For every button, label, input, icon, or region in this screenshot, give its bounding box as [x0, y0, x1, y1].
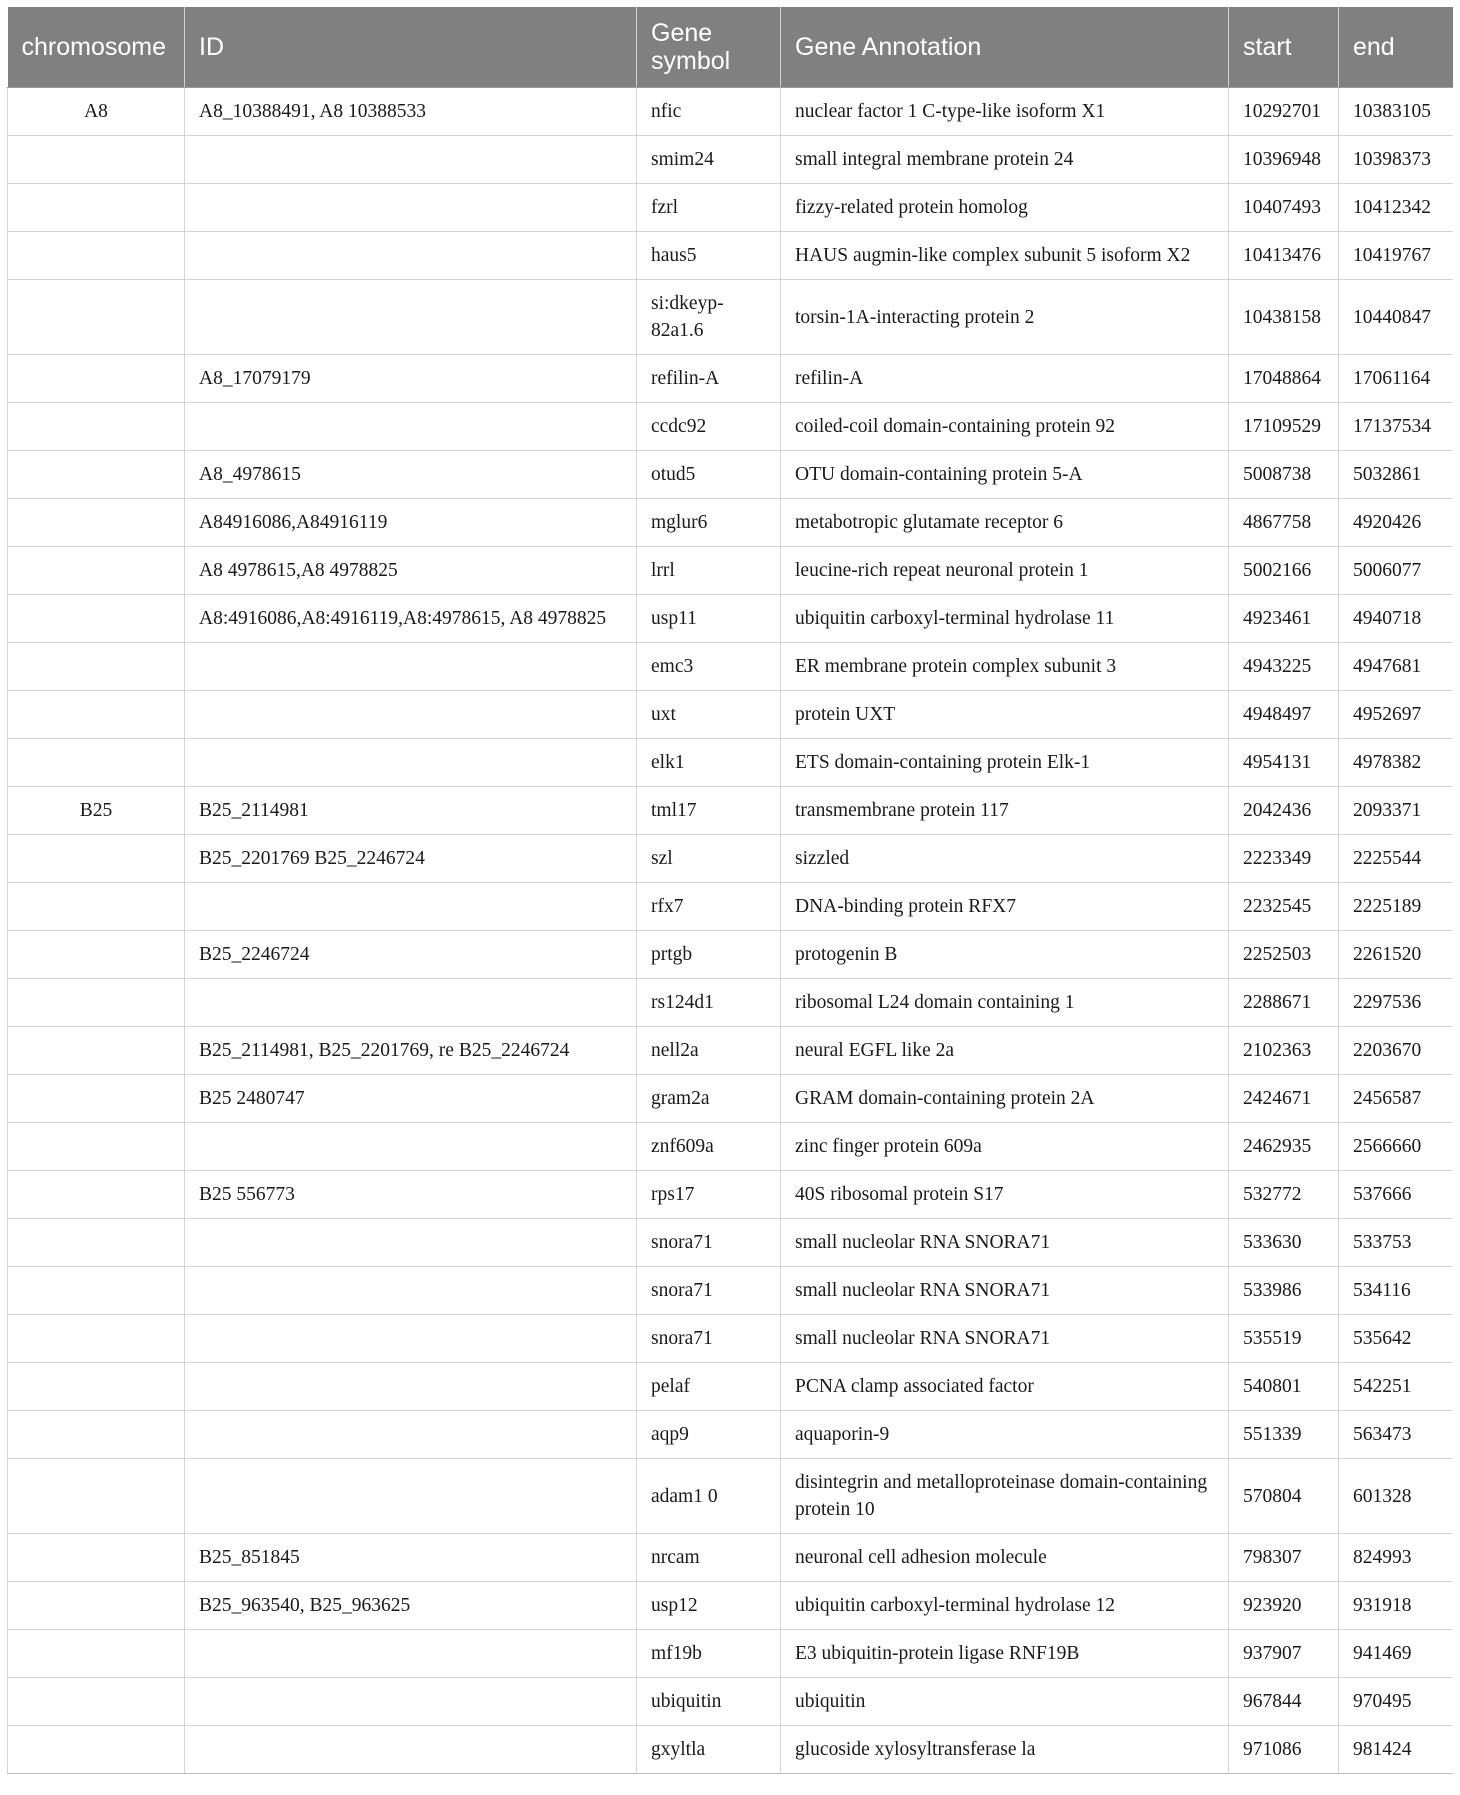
table-row	[8, 595, 1453, 643]
cell-id: A8_4978615	[185, 451, 637, 499]
cell-chromosome	[8, 643, 185, 691]
table-row	[8, 931, 1453, 979]
header-chromosome[interactable]: chromosome	[8, 7, 185, 88]
cell-gene-annotation: metabotropic glutamate receptor 6	[781, 499, 1229, 547]
cell-gene-annotation: neuronal cell adhesion molecule	[781, 1534, 1229, 1582]
cell-chromosome	[8, 136, 185, 184]
cell-end: 2203670	[1339, 1027, 1453, 1075]
cell-chromosome	[8, 499, 185, 547]
table-row	[8, 787, 1453, 835]
cell-gene-symbol: snora71	[637, 1315, 781, 1363]
table-row	[8, 184, 1453, 232]
cell-start: 532772	[1229, 1171, 1339, 1219]
cell-id	[185, 403, 637, 451]
cell-gene-symbol: uxt	[637, 691, 781, 739]
cell-end: 970495	[1339, 1678, 1453, 1726]
cell-chromosome	[8, 931, 185, 979]
cell-gene-symbol: usp12	[637, 1582, 781, 1630]
cell-id: B25_963540, B25_963625	[185, 1582, 637, 1630]
table-row	[8, 1678, 1453, 1726]
gene-table	[7, 7, 1453, 1774]
cell-gene-annotation: protein UXT	[781, 691, 1229, 739]
cell-gene-symbol: lrrl	[637, 547, 781, 595]
cell-start: 10413476	[1229, 232, 1339, 280]
cell-gene-symbol: rs124d1	[637, 979, 781, 1027]
table-body	[8, 88, 1453, 1774]
cell-chromosome	[8, 1267, 185, 1315]
cell-gene-annotation: nuclear factor 1 C-type-like isoform X1	[781, 88, 1229, 136]
cell-gene-symbol: refilin-A	[637, 355, 781, 403]
cell-end: 2261520	[1339, 931, 1453, 979]
cell-start: 10407493	[1229, 184, 1339, 232]
cell-gene-symbol: rfx7	[637, 883, 781, 931]
cell-chromosome	[8, 1630, 185, 1678]
cell-gene-annotation: leucine-rich repeat neuronal protein 1	[781, 547, 1229, 595]
cell-end: 2297536	[1339, 979, 1453, 1027]
cell-start: 4948497	[1229, 691, 1339, 739]
cell-start: 10292701	[1229, 88, 1339, 136]
cell-end: 2093371	[1339, 787, 1453, 835]
gene-table-container	[7, 7, 1452, 1774]
cell-end: 941469	[1339, 1630, 1453, 1678]
cell-end: 4952697	[1339, 691, 1453, 739]
cell-gene-symbol: emc3	[637, 643, 781, 691]
cell-gene-symbol: gram2a	[637, 1075, 781, 1123]
cell-end: 2566660	[1339, 1123, 1453, 1171]
cell-chromosome	[8, 1678, 185, 1726]
header-gene-symbol[interactable]: Gene symbol	[637, 7, 781, 88]
cell-end: 534116	[1339, 1267, 1453, 1315]
cell-gene-symbol: mf19b	[637, 1630, 781, 1678]
cell-gene-symbol: rps17	[637, 1171, 781, 1219]
cell-start: 10438158	[1229, 280, 1339, 355]
cell-gene-annotation: DNA-binding protein RFX7	[781, 883, 1229, 931]
cell-end: 10398373	[1339, 136, 1453, 184]
cell-end: 4920426	[1339, 499, 1453, 547]
cell-chromosome	[8, 403, 185, 451]
cell-id	[185, 979, 637, 1027]
cell-gene-symbol: gxyltla	[637, 1726, 781, 1774]
table-row	[8, 1123, 1453, 1171]
cell-end: 4947681	[1339, 643, 1453, 691]
cell-chromosome	[8, 1363, 185, 1411]
header-end[interactable]: end	[1339, 7, 1453, 88]
cell-chromosome	[8, 979, 185, 1027]
cell-gene-symbol: adam1 0	[637, 1459, 781, 1534]
cell-id	[185, 184, 637, 232]
cell-gene-annotation: zinc finger protein 609a	[781, 1123, 1229, 1171]
cell-gene-symbol: snora71	[637, 1267, 781, 1315]
cell-start: 4923461	[1229, 595, 1339, 643]
cell-start: 937907	[1229, 1630, 1339, 1678]
table-row	[8, 1534, 1453, 1582]
cell-id: A8_17079179	[185, 355, 637, 403]
cell-chromosome: B25	[8, 787, 185, 835]
cell-id: B25_2114981, B25_2201769, re B25_2246724	[185, 1027, 637, 1075]
cell-gene-annotation: small nucleolar RNA SNORA71	[781, 1219, 1229, 1267]
table-row	[8, 691, 1453, 739]
cell-id	[185, 1630, 637, 1678]
cell-end: 824993	[1339, 1534, 1453, 1582]
table-row	[8, 403, 1453, 451]
cell-gene-symbol: usp11	[637, 595, 781, 643]
cell-chromosome	[8, 355, 185, 403]
cell-gene-annotation: ribosomal L24 domain containing 1	[781, 979, 1229, 1027]
cell-chromosome	[8, 1315, 185, 1363]
cell-gene-annotation: ubiquitin carboxyl-terminal hydrolase 12	[781, 1582, 1229, 1630]
cell-gene-annotation: transmembrane protein 117	[781, 787, 1229, 835]
cell-gene-annotation: glucoside xylosyltransferase la	[781, 1726, 1229, 1774]
cell-id: B25_851845	[185, 1534, 637, 1582]
cell-chromosome	[8, 835, 185, 883]
cell-end: 563473	[1339, 1411, 1453, 1459]
cell-end: 542251	[1339, 1363, 1453, 1411]
cell-end: 537666	[1339, 1171, 1453, 1219]
table-row	[8, 451, 1453, 499]
header-id[interactable]: ID	[185, 7, 637, 88]
cell-gene-symbol: smim24	[637, 136, 781, 184]
table-row	[8, 136, 1453, 184]
cell-end: 17137534	[1339, 403, 1453, 451]
cell-gene-annotation: E3 ubiquitin-protein ligase RNF19B	[781, 1630, 1229, 1678]
cell-id: A8_10388491, A8 10388533	[185, 88, 637, 136]
cell-end: 10383105	[1339, 88, 1453, 136]
cell-gene-symbol: nfic	[637, 88, 781, 136]
cell-start: 971086	[1229, 1726, 1339, 1774]
cell-start: 967844	[1229, 1678, 1339, 1726]
cell-start: 533630	[1229, 1219, 1339, 1267]
cell-id	[185, 232, 637, 280]
cell-chromosome	[8, 1219, 185, 1267]
cell-start: 798307	[1229, 1534, 1339, 1582]
cell-start: 5008738	[1229, 451, 1339, 499]
cell-id: B25 2480747	[185, 1075, 637, 1123]
table-row	[8, 1315, 1453, 1363]
cell-chromosome	[8, 1075, 185, 1123]
cell-end: 10419767	[1339, 232, 1453, 280]
cell-id	[185, 1363, 637, 1411]
cell-gene-symbol: elk1	[637, 739, 781, 787]
cell-gene-annotation: PCNA clamp associated factor	[781, 1363, 1229, 1411]
cell-gene-symbol: ubiquitin	[637, 1678, 781, 1726]
cell-gene-annotation: neural EGFL like 2a	[781, 1027, 1229, 1075]
cell-start: 540801	[1229, 1363, 1339, 1411]
table-row	[8, 883, 1453, 931]
cell-gene-symbol: snora71	[637, 1219, 781, 1267]
table-row	[8, 1582, 1453, 1630]
cell-chromosome	[8, 1582, 185, 1630]
cell-gene-symbol: mglur6	[637, 499, 781, 547]
cell-start: 17109529	[1229, 403, 1339, 451]
cell-gene-symbol: pelaf	[637, 1363, 781, 1411]
table-row	[8, 1219, 1453, 1267]
table-row	[8, 1171, 1453, 1219]
table-row	[8, 1075, 1453, 1123]
cell-chromosome	[8, 883, 185, 931]
table-row	[8, 1027, 1453, 1075]
cell-id	[185, 1411, 637, 1459]
cell-id	[185, 691, 637, 739]
cell-gene-annotation: ubiquitin carboxyl-terminal hydrolase 11	[781, 595, 1229, 643]
cell-gene-symbol: fzrl	[637, 184, 781, 232]
cell-start: 4954131	[1229, 739, 1339, 787]
cell-id	[185, 136, 637, 184]
cell-start: 535519	[1229, 1315, 1339, 1363]
cell-end: 10440847	[1339, 280, 1453, 355]
cell-end: 17061164	[1339, 355, 1453, 403]
cell-id	[185, 1123, 637, 1171]
table-row	[8, 1267, 1453, 1315]
table-row	[8, 232, 1453, 280]
table-row	[8, 499, 1453, 547]
table-row	[8, 979, 1453, 1027]
cell-chromosome	[8, 1027, 185, 1075]
cell-end: 4978382	[1339, 739, 1453, 787]
cell-chromosome	[8, 451, 185, 499]
cell-gene-annotation: coiled-coil domain-containing protein 92	[781, 403, 1229, 451]
cell-id: B25_2114981	[185, 787, 637, 835]
cell-gene-annotation: HAUS augmin-like complex subunit 5 isoform X2	[781, 232, 1229, 280]
cell-start: 4943225	[1229, 643, 1339, 691]
cell-gene-annotation: fizzy-related protein homolog	[781, 184, 1229, 232]
table-row	[8, 739, 1453, 787]
cell-gene-symbol: prtgb	[637, 931, 781, 979]
cell-chromosome	[8, 1534, 185, 1582]
cell-end: 981424	[1339, 1726, 1453, 1774]
cell-gene-annotation: torsin-1A-interacting protein 2	[781, 280, 1229, 355]
cell-id: B25_2201769 B25_2246724	[185, 835, 637, 883]
table-row	[8, 1726, 1453, 1774]
cell-id	[185, 883, 637, 931]
cell-chromosome: A8	[8, 88, 185, 136]
cell-id	[185, 739, 637, 787]
cell-id: A84916086,A84916119	[185, 499, 637, 547]
cell-start: 2424671	[1229, 1075, 1339, 1123]
table-row	[8, 355, 1453, 403]
header-gene-annotation[interactable]: Gene Annotation	[781, 7, 1229, 88]
cell-start: 923920	[1229, 1582, 1339, 1630]
cell-gene-annotation: aquaporin-9	[781, 1411, 1229, 1459]
header-row	[8, 7, 1453, 88]
cell-gene-annotation: small nucleolar RNA SNORA71	[781, 1267, 1229, 1315]
cell-start: 4867758	[1229, 499, 1339, 547]
cell-start: 2102363	[1229, 1027, 1339, 1075]
header-start[interactable]: start	[1229, 7, 1339, 88]
cell-gene-symbol: ccdc92	[637, 403, 781, 451]
cell-id: A8 4978615,A8 4978825	[185, 547, 637, 595]
cell-start: 2223349	[1229, 835, 1339, 883]
cell-start: 2288671	[1229, 979, 1339, 1027]
cell-id	[185, 1459, 637, 1534]
cell-chromosome	[8, 1726, 185, 1774]
cell-chromosome	[8, 1459, 185, 1534]
cell-start: 2462935	[1229, 1123, 1339, 1171]
cell-gene-symbol: znf609a	[637, 1123, 781, 1171]
cell-end: 2225544	[1339, 835, 1453, 883]
cell-gene-symbol: nell2a	[637, 1027, 781, 1075]
cell-start: 10396948	[1229, 136, 1339, 184]
cell-gene-symbol: aqp9	[637, 1411, 781, 1459]
cell-gene-annotation: OTU domain-containing protein 5-A	[781, 451, 1229, 499]
cell-start: 2042436	[1229, 787, 1339, 835]
cell-end: 931918	[1339, 1582, 1453, 1630]
cell-end: 533753	[1339, 1219, 1453, 1267]
cell-chromosome	[8, 691, 185, 739]
cell-end: 2225189	[1339, 883, 1453, 931]
cell-gene-symbol: tml17	[637, 787, 781, 835]
cell-id	[185, 1678, 637, 1726]
cell-chromosome	[8, 1123, 185, 1171]
cell-start: 551339	[1229, 1411, 1339, 1459]
cell-end: 4940718	[1339, 595, 1453, 643]
cell-id	[185, 1315, 637, 1363]
cell-id	[185, 1726, 637, 1774]
cell-gene-symbol: otud5	[637, 451, 781, 499]
cell-chromosome	[8, 232, 185, 280]
table-header	[8, 7, 1453, 88]
cell-start: 570804	[1229, 1459, 1339, 1534]
cell-chromosome	[8, 1171, 185, 1219]
cell-gene-symbol: szl	[637, 835, 781, 883]
cell-id	[185, 1267, 637, 1315]
table-row	[8, 643, 1453, 691]
table-row	[8, 88, 1453, 136]
cell-end: 5006077	[1339, 547, 1453, 595]
table-row	[8, 547, 1453, 595]
cell-gene-annotation: refilin-A	[781, 355, 1229, 403]
cell-id: B25_2246724	[185, 931, 637, 979]
cell-chromosome	[8, 547, 185, 595]
cell-end: 601328	[1339, 1459, 1453, 1534]
cell-id	[185, 280, 637, 355]
cell-gene-annotation: protogenin B	[781, 931, 1229, 979]
cell-end: 535642	[1339, 1315, 1453, 1363]
cell-gene-annotation: GRAM domain-containing protein 2A	[781, 1075, 1229, 1123]
cell-id	[185, 1219, 637, 1267]
cell-id: A8:4916086,A8:4916119,A8:4978615, A8 4978825	[185, 595, 637, 643]
cell-end: 10412342	[1339, 184, 1453, 232]
cell-start: 2232545	[1229, 883, 1339, 931]
cell-start: 533986	[1229, 1267, 1339, 1315]
cell-gene-symbol: haus5	[637, 232, 781, 280]
cell-gene-annotation: ubiquitin	[781, 1678, 1229, 1726]
table-row	[8, 1459, 1453, 1534]
cell-end: 5032861	[1339, 451, 1453, 499]
cell-gene-annotation: small integral membrane protein 24	[781, 136, 1229, 184]
cell-chromosome	[8, 739, 185, 787]
cell-start: 5002166	[1229, 547, 1339, 595]
table-row	[8, 280, 1453, 355]
table-row	[8, 1363, 1453, 1411]
cell-id: B25 556773	[185, 1171, 637, 1219]
cell-chromosome	[8, 184, 185, 232]
table-row	[8, 1630, 1453, 1678]
cell-gene-annotation: disintegrin and metalloproteinase domain-containing protein 10	[781, 1459, 1229, 1534]
cell-gene-symbol: nrcam	[637, 1534, 781, 1582]
table-row	[8, 1411, 1453, 1459]
cell-chromosome	[8, 280, 185, 355]
cell-id	[185, 643, 637, 691]
table-row	[8, 835, 1453, 883]
cell-gene-annotation: ER membrane protein complex subunit 3	[781, 643, 1229, 691]
cell-start: 2252503	[1229, 931, 1339, 979]
cell-gene-symbol: si:dkeyp-82a1.6	[637, 280, 781, 355]
cell-chromosome	[8, 595, 185, 643]
cell-gene-annotation: 40S ribosomal protein S17	[781, 1171, 1229, 1219]
cell-gene-annotation: sizzled	[781, 835, 1229, 883]
cell-start: 17048864	[1229, 355, 1339, 403]
cell-gene-annotation: ETS domain-containing protein Elk-1	[781, 739, 1229, 787]
cell-chromosome	[8, 1411, 185, 1459]
cell-gene-annotation: small nucleolar RNA SNORA71	[781, 1315, 1229, 1363]
cell-end: 2456587	[1339, 1075, 1453, 1123]
